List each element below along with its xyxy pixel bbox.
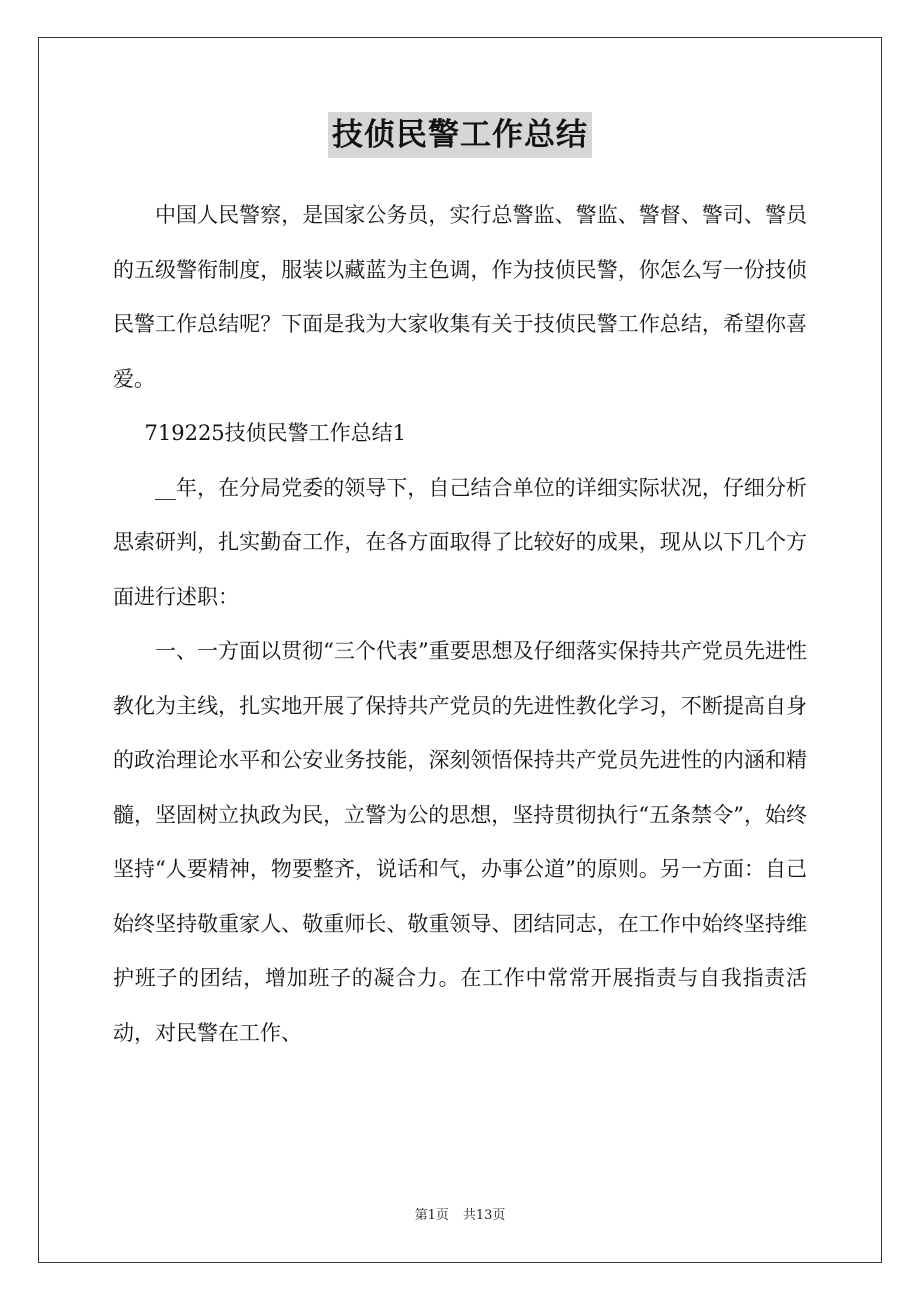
document-body [113,188,807,1060]
page-total: 共13页 [462,1208,506,1223]
section-heading: 719225技侦民警工作总结1 [144,421,407,445]
body-paragraph: __年，在分局党委的领导下，自己结合单位的详细实际状况，仔细分析思索研判，扎实勤奋工作，在各方面取得了比较好的成果，现从以下几个方面进行述职： [113,475,807,609]
page-footer [0,1206,920,1226]
page-number: 第1页 [414,1208,449,1223]
intro-paragraph: 中国人民警察，是国家公务员，实行总警监、警监、警督、警司、警员的五级警衔制度，服装以藏蓝为主色调，作为技侦民警，你怎么写一份技侦民警工作总结呢？下面是我为大家收集有关于技侦民警工作总结，希望你喜爱。 [113,203,807,391]
body-paragraph: 一、一方面以贯彻“三个代表”重要思想及仔细落实保持共产党员先进性教化为主线，扎实地开展了保持共产党员的先进性教化学习，不断提高自身的政治理论水平和公安业务技能，深刻领悟保持共产党员先进性的内涵和精髓，坚固树立执政为民，立警为公的思想，坚持贯彻执行“五条禁令”，始终坚持“人要精神，物要整齐，说话和气，办事公道”的原则。另一方面：自己始终坚持敬重家人、敬重师长、敬重领导、团结同志，在工作中始终坚持维护班子的团结，增加班子的凝合力。在工作中常常开展指责与自我指责活动，对民警在工作、 [113,639,807,1045]
document-title: 技侦民警工作总结 [328,112,592,158]
title-container [0,112,920,158]
